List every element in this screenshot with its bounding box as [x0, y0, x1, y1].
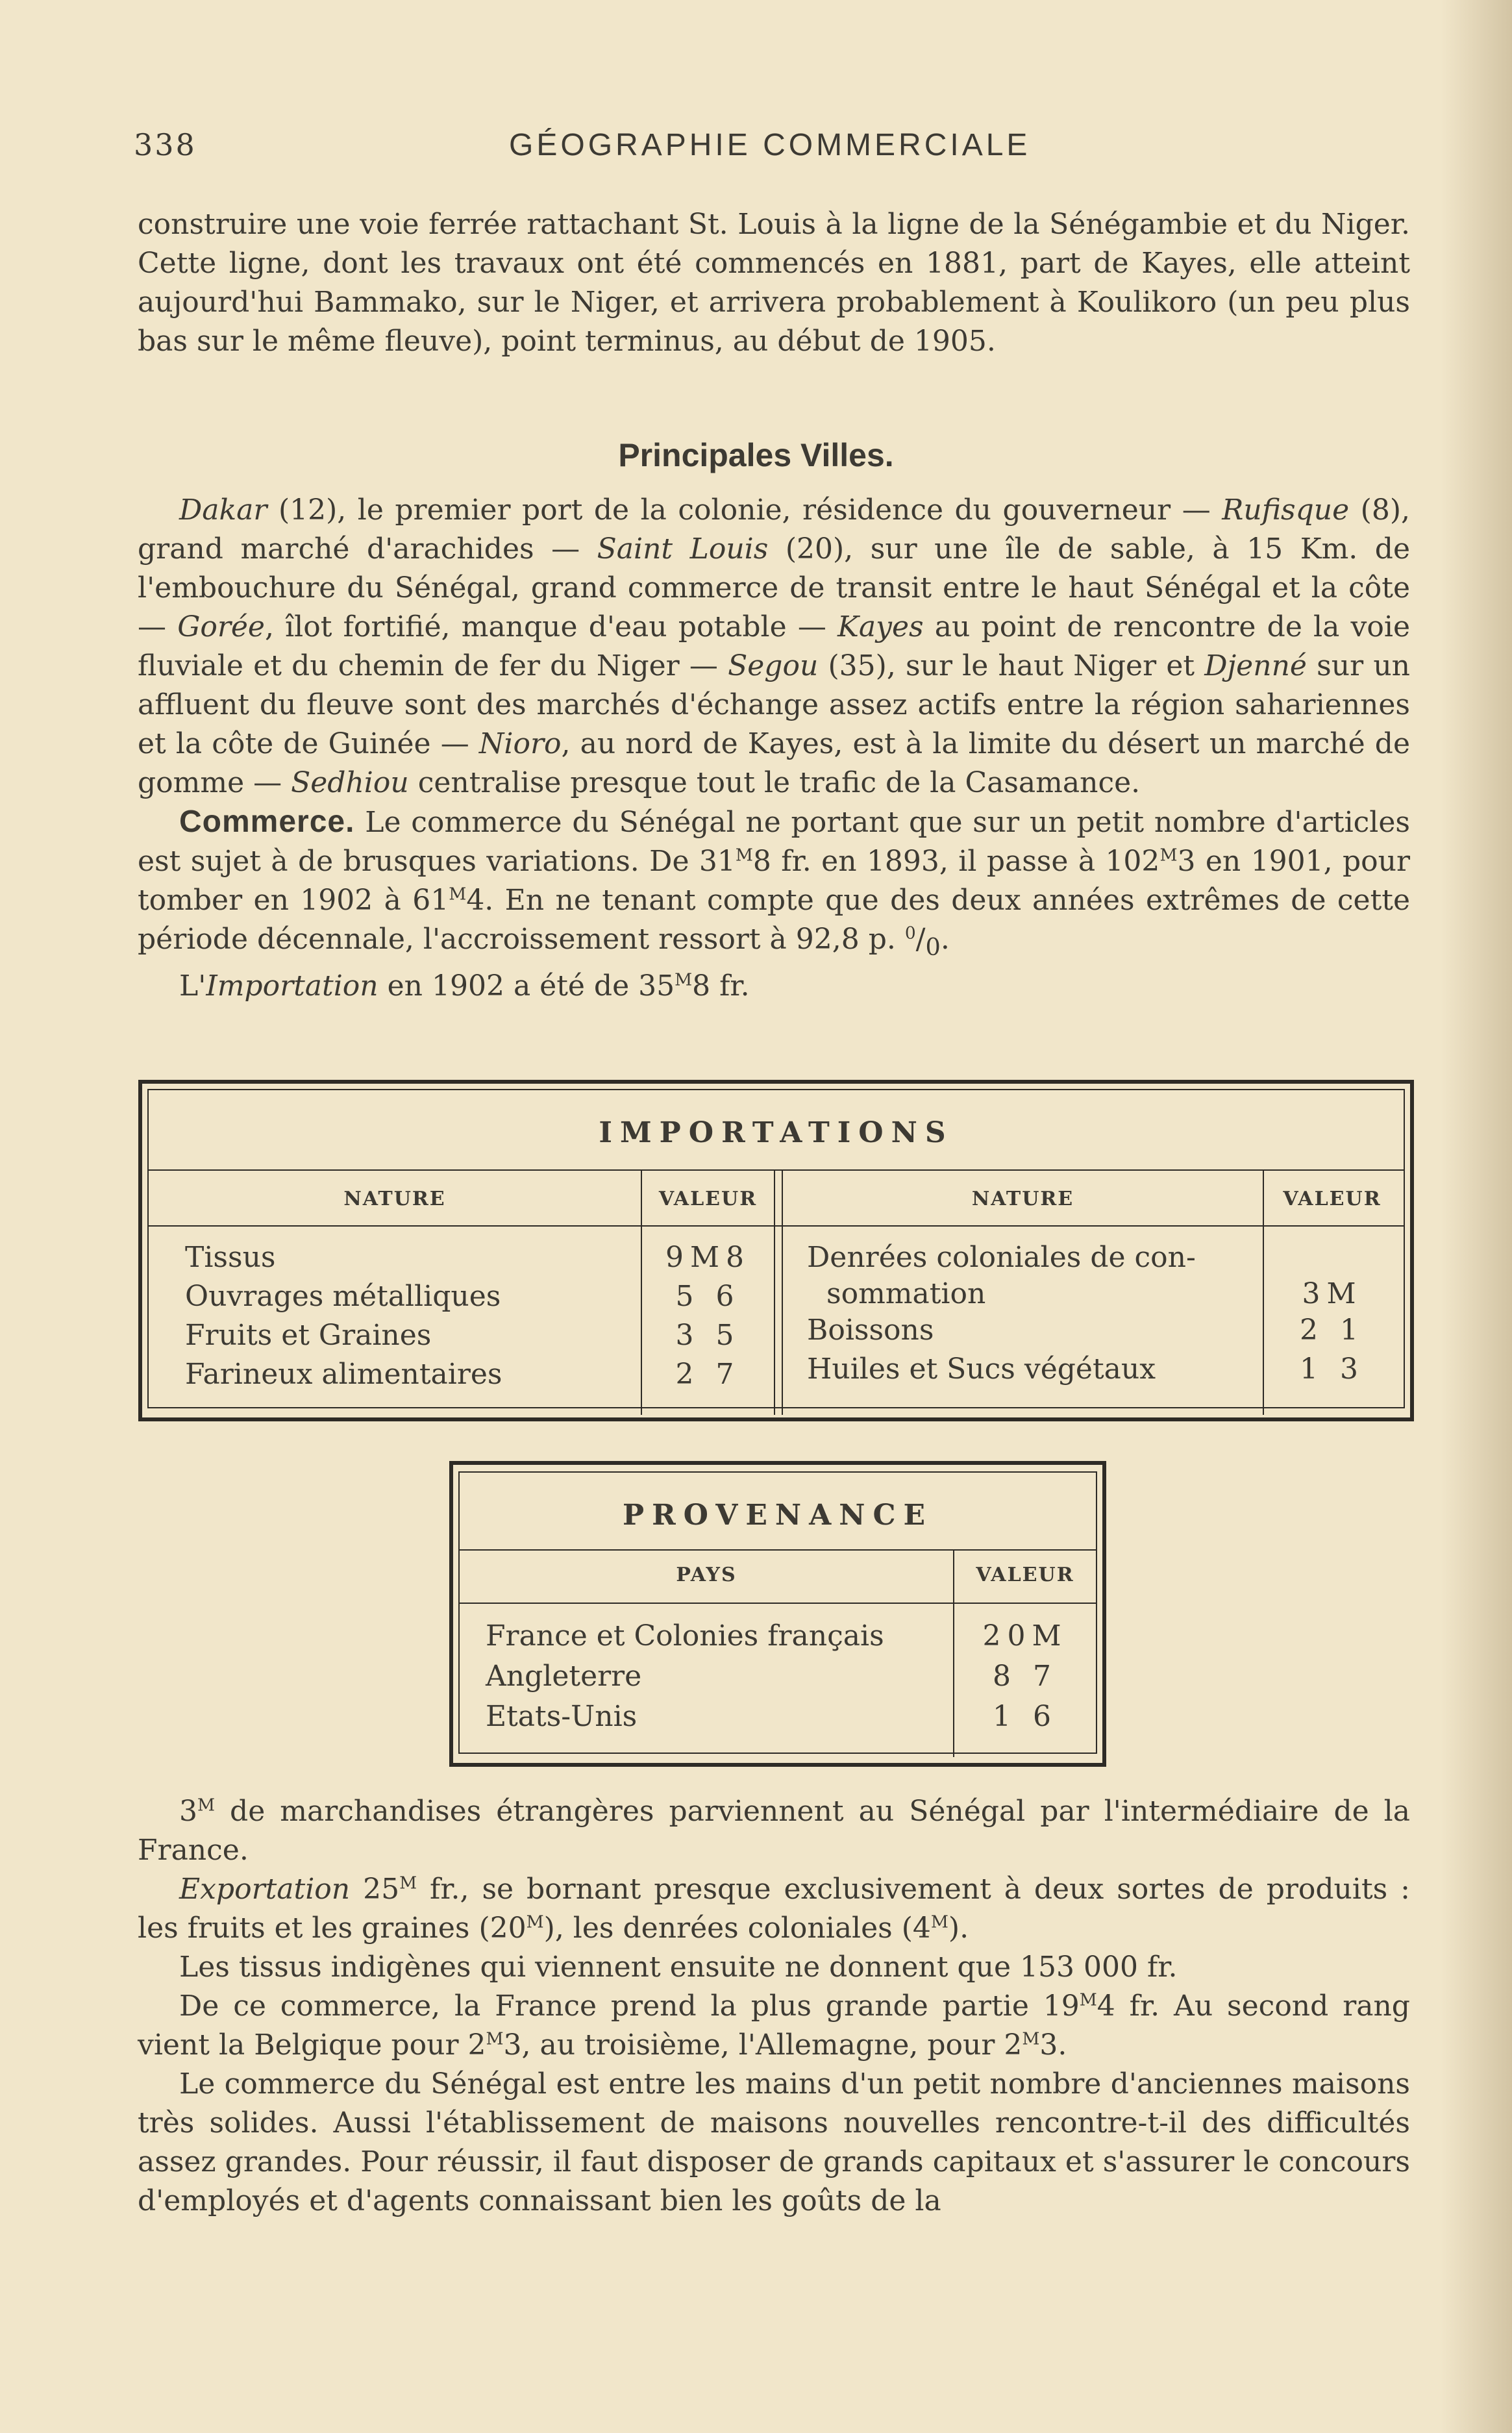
table-value: 2 7 — [675, 1358, 741, 1391]
commerce-paragraph: Commerce. Le commerce du Sénégal ne portant que sur un petit nombre d'articles est sujet à de brusques variations. De $31^M8$ fr. en 1893, il passe à $102^M3$ en 1901, pour tomber en 1902 à $61^M4$. En ne tenant compte que des deux années extrêmes de cette période décennale, l'accroissement ressort à 92,8 p. $^0/_0$. — [138, 805, 1411, 961]
table-rule — [460, 1603, 1096, 1604]
text-run: 25 — [350, 1873, 400, 1906]
col-pays: PAYS — [676, 1564, 737, 1586]
table-value: 3 5 — [675, 1319, 741, 1352]
table-value: 8 7 — [993, 1660, 1058, 1693]
commerce-text: . — [940, 923, 950, 956]
col-nature-left: NATURE — [343, 1188, 446, 1210]
text-run: 3, au troisième, l'Allemagne, pour 2 — [503, 2028, 1022, 2062]
provenance-table — [449, 1461, 1106, 1767]
city-desc: centralise presque tout le trafic de la Casamance. — [408, 766, 1141, 799]
after-paragraph-4 — [138, 1987, 1410, 2065]
city-saint-louis: Saint Louis — [597, 532, 769, 566]
col-nature-right: NATURE — [971, 1188, 1074, 1210]
table-cell: France et Colonies français — [486, 1619, 884, 1653]
table-cell: Huiles et Sucs végétaux — [807, 1353, 1156, 1386]
city-djenne: Djenné — [1204, 649, 1307, 682]
importations-table-inner — [147, 1089, 1405, 1408]
text-run: de marchandises étrangères parviennent au Sénégal par l'intermédiaire de la France. — [138, 1795, 1410, 1867]
table-rule — [149, 1169, 1404, 1171]
col-valeur-left: VALEUR — [658, 1188, 758, 1210]
after-paragraph-5: Le commerce du Sénégal est entre les mains d'un petit nombre d'anciennes maisons très solides. Aussi l'établissement de maisons nouvelles rencontre-t-il des difficultés assez grandes. Pour réussir, il faut disposer de grands capitaux et s'assurer le concours d'employés et d'agents connaissant bien les goûts de la — [138, 2067, 1410, 2217]
text-run: 3 — [179, 1795, 197, 1828]
city-dakar: Dakar — [179, 493, 267, 527]
superscript-m: M — [1159, 845, 1178, 866]
commerce-text: 3 en 1901, pour tomber en 1902 à 61 — [138, 845, 1411, 917]
table-cell: Etats-Unis — [486, 1700, 638, 1733]
text-run: De ce commerce, la France prend la plus grande partie 19 — [179, 1990, 1080, 2023]
city-desc: , au nord de Kayes, est à la limite du désert un marché de gomme — — [138, 727, 1411, 799]
after-paragraph-1 — [138, 1792, 1410, 1870]
city-desc: au point de rencontre de la voie fluviale et du chemin de fer du Niger — — [138, 610, 1410, 682]
text-run: fr., se bornant presque exclusivement à deux sortes de produits : les fruits et les graines (20 — [138, 1873, 1410, 1945]
table-value: 1 6 — [993, 1700, 1058, 1733]
table-rule — [149, 1225, 1404, 1227]
commerce-text: 4. En ne tenant compte que des deux années extrêmes de cette période décennale, l'accroissement ressort à 92,8 p. — [138, 884, 1410, 956]
table-rule — [460, 1549, 1096, 1551]
column-rule — [774, 1169, 775, 1415]
table-cell: Denrées coloniales de con- — [807, 1241, 1196, 1274]
city-desc: (20), sur une île de sable, à 15 Km. de l'embouchure du Sénégal, grand commerce de transit entre le haut Sénégal et la côte — — [138, 532, 1411, 643]
city-nioro: Nioro — [478, 727, 562, 760]
provenance-table-inner — [458, 1471, 1097, 1754]
col-valeur-right: VALEUR — [1283, 1188, 1382, 1210]
commerce-text: Le commerce du Sénégal ne portant que sur un petit nombre d'articles est sujet à de brusques variations. De 31 — [138, 806, 1410, 878]
superscript-m: M — [735, 845, 753, 866]
city-goree: Gorée — [177, 610, 265, 643]
exportation-paragraph — [138, 1870, 1410, 1948]
table-cell: Tissus — [185, 1241, 276, 1274]
exportation-word: Exportation — [179, 1873, 351, 1906]
superscript-m: M — [675, 969, 693, 990]
intro-paragraph — [138, 205, 1410, 361]
table-cell: sommation — [826, 1277, 986, 1310]
city-rufisque: Rufisque — [1222, 493, 1350, 527]
table-cell: Ouvrages métalliques — [185, 1280, 501, 1313]
running-title: GÉOGRAPHIE COMMERCIALE — [509, 128, 1031, 162]
importations-table — [138, 1080, 1414, 1421]
superscript-m: M — [486, 2028, 504, 2049]
table-value: 1 3 — [1300, 1353, 1365, 1386]
importation-text: L' — [179, 969, 206, 1003]
city-desc: sur un affluent du fleuve sont des marchés d'échange assez actifs entre la région sahariennes et la côte de Guinée — — [138, 649, 1410, 760]
table-value: 20M — [982, 1619, 1068, 1653]
section-title: Principales Villes. — [618, 437, 894, 473]
table-cell: Fruits et Graines — [185, 1319, 432, 1352]
importations-title: IMPORTATIONS — [599, 1116, 954, 1149]
city-kayes: Kayes — [837, 610, 924, 643]
superscript-m: M — [197, 1795, 216, 1815]
superscript-m: M — [399, 1873, 417, 1893]
table-cell: Angleterre — [486, 1660, 642, 1693]
commerce-heading: Commerce. — [179, 805, 355, 839]
after-tables-text — [138, 1792, 1410, 2221]
text-run: ), les denrées coloniales (4 — [543, 1912, 931, 1945]
page-header — [134, 127, 1406, 173]
city-desc: (35), sur le haut Niger et — [818, 649, 1205, 682]
city-sedhiou: Sedhiou — [291, 766, 409, 799]
city-desc: , îlot fortifié, manque d'eau potable — — [264, 610, 837, 643]
intro-text: construire une voie ferrée rattachant St. Louis à la ligne de la Sénégambie et du Niger. Cette ligne, dont les travaux ont été commencés en 1881, part de Kayes, elle atteint aujourd'hui Bammako, sur le Niger, et arrivera probablement à Koulikoro (un peu plus bas sur le même fleuve), point terminus, au début de 1905. — [138, 208, 1410, 358]
table-value: 2 1 — [1300, 1314, 1365, 1347]
city-desc: (8), grand marché d'arachides — — [138, 493, 1410, 566]
superscript-m: M — [526, 1912, 544, 1932]
superscript-m: M — [930, 1912, 948, 1932]
commerce-text: 8 fr. en 1893, il passe à 102 — [752, 845, 1160, 878]
col-valeur: VALEUR — [976, 1564, 1074, 1586]
city-desc: (12), le premier port de la colonie, résidence du gouverneur — — [267, 493, 1222, 527]
importation-text: 8 fr. — [692, 969, 750, 1003]
superscript-m: M — [449, 884, 467, 905]
page-number: 338 — [134, 127, 197, 162]
table-value: 3M — [1302, 1277, 1363, 1310]
importation-word: Importation — [206, 969, 378, 1003]
text-run: ). — [948, 1912, 969, 1945]
table-cell: Boissons — [807, 1314, 934, 1347]
after-paragraph-3: Les tissus indigènes qui viennent ensuite ne donnent que 153 000 fr. — [179, 1951, 1178, 1984]
superscript-m: M — [1079, 1990, 1097, 2010]
percent-sub: 0 — [925, 932, 941, 961]
provenance-title: PROVENANCE — [622, 1499, 933, 1532]
city-segou: Segou — [728, 649, 819, 682]
villes-paragraph — [138, 491, 1410, 1006]
table-value: 9M8 — [665, 1241, 751, 1274]
percent-sup: 0 — [904, 923, 916, 943]
text-run: 4 fr. Au second rang vient la Belgique pour 2 — [138, 1990, 1410, 2062]
table-cell: Farineux alimentaires — [185, 1358, 502, 1391]
importation-paragraph — [138, 967, 1410, 1006]
importation-text: en 1902 a été de 35 — [378, 969, 675, 1003]
villes-text — [138, 491, 1410, 803]
table-value: 5 6 — [675, 1280, 741, 1313]
page-edge-shadow — [1441, 0, 1512, 2433]
superscript-m: M — [1022, 2028, 1040, 2049]
text-run: 3. — [1039, 2028, 1067, 2062]
